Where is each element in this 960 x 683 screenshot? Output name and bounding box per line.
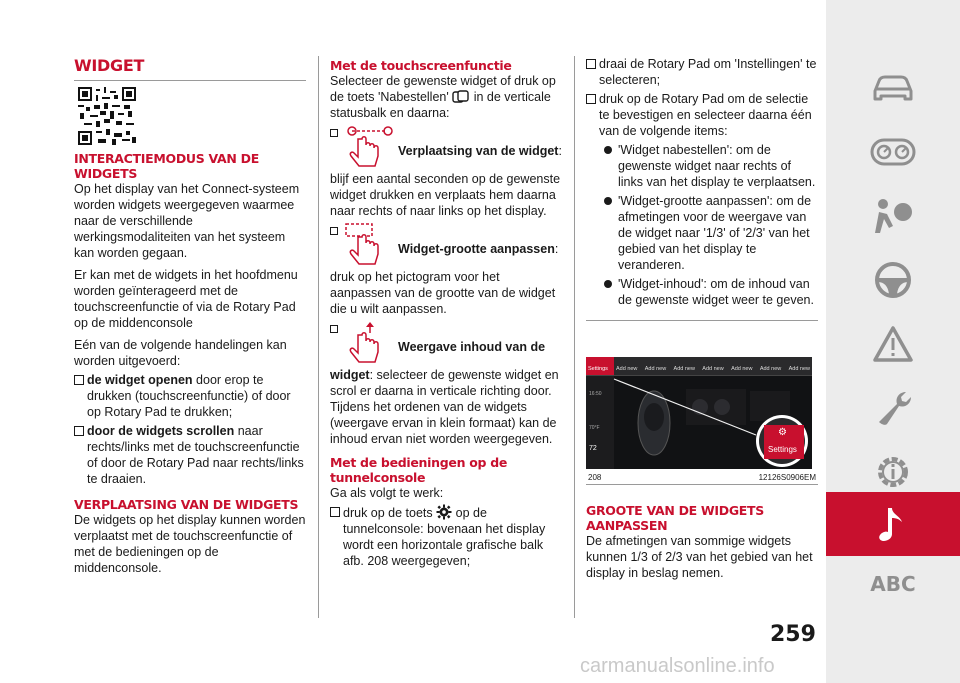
section-heading-interaction: INTERACTIEMODUS VAN DE WIDGETS bbox=[74, 151, 259, 181]
paragraph: Ga als volgt te werk: bbox=[330, 486, 444, 500]
add-new-item: Add new bbox=[702, 366, 724, 372]
paragraph: Op het display van het Connect-systeem worden widgets weergegeven waarmee naar de verschillende werkingsmodaliteiten van het systeem kan worden gegaan. bbox=[74, 182, 300, 260]
section-heading-size: GROOTE VAN DE WIDGETS AANPASSEN bbox=[586, 503, 764, 533]
sidebar-item-airbag[interactable] bbox=[826, 184, 960, 248]
section-heading-moving: VERPLAATSING VAN DE WIDGETS bbox=[74, 497, 299, 512]
wrench-icon bbox=[873, 388, 913, 428]
list-item: druk op de Rotary Pad om de selectie te bevestigen en selecteer daarna één van de volgende items: bbox=[586, 91, 818, 139]
column-divider bbox=[318, 56, 319, 618]
title-divider bbox=[74, 80, 306, 81]
car-icon bbox=[871, 73, 915, 103]
section-heading-touchscreen: Met de touchscreenfunctie bbox=[330, 58, 512, 73]
reorder-icon bbox=[452, 90, 470, 104]
gear-info-icon bbox=[873, 452, 913, 492]
paragraph: : selecteer de gewenste widget en scrol er daarna in verticale richting door. Tijdens het ordenen van de widgets (weergave ervan in klein formaat) kan de inhoud ervan niet worden weergegeven. bbox=[330, 368, 559, 446]
figure-speed: 72 bbox=[589, 445, 597, 452]
watermark: carmanualsonline.info bbox=[580, 655, 775, 677]
paragraph: Er kan met de widgets in het hoofdmenu worden geïnterageerd met de touchscreenfunctie of via de Rotary Pad op de middenconsole bbox=[74, 268, 298, 330]
list-item: draai de Rotary Pad om 'Instellingen' te selecteren; bbox=[586, 56, 818, 88]
paragraph: blijf een aantal seconden op de gewenste widget drukken en verplaats hem daarna naar rechts of naar links op het display. bbox=[330, 172, 561, 218]
paragraph: De widgets op het display kunnen worden verplaatst met de touchscreenfunctie of met de bedieningen op de middenconsole. bbox=[74, 513, 306, 575]
gesture-title: Verplaatsing van de widget bbox=[398, 144, 559, 158]
music-note-icon bbox=[876, 504, 910, 544]
bullet-item: 'Widget nabestellen': om de gewenste widget naar rechts of links van het display te verplaatsen. bbox=[604, 142, 818, 190]
gesture-title-cont: widget bbox=[330, 368, 370, 382]
gesture-resize: Widget-grootte aanpassen: bbox=[330, 223, 562, 269]
section-heading-tunnelconsole: Met de bedieningen op de tunnelconsole bbox=[330, 455, 508, 485]
add-new-item: Add new bbox=[644, 366, 667, 372]
airbag-icon bbox=[871, 196, 915, 236]
column-3 bbox=[586, 56, 818, 581]
add-new-item: Add new bbox=[759, 366, 782, 372]
add-new-item: Add new bbox=[616, 366, 638, 372]
figure-rule bbox=[586, 484, 818, 485]
gesture-move: Verplaatsing van de widget: bbox=[330, 125, 562, 171]
add-new-item: Add new bbox=[731, 366, 753, 372]
figure-number: 208 bbox=[588, 473, 602, 482]
paragraph: Selecteer de gewenste widget of druk op de toets 'Nabestellen' bbox=[330, 74, 556, 104]
sidebar-item-maintenance[interactable] bbox=[826, 376, 960, 440]
gesture-scroll bbox=[330, 321, 562, 367]
bullet-item: 'Widget-inhoud': om de inhoud van de gewenste widget weer te geven. bbox=[604, 276, 818, 308]
figure-code: 12126S0906EM bbox=[758, 473, 816, 482]
index-abc-label: ABC bbox=[870, 572, 916, 596]
sidebar-item-steering[interactable] bbox=[826, 248, 960, 312]
figure-temp: 70°F bbox=[589, 425, 600, 431]
paragraph: druk op het pictogram voor het aanpassen van de grootte van de widget die u wilt aanpassen. bbox=[330, 270, 556, 316]
sidebar-item-index[interactable] bbox=[826, 552, 960, 616]
figure-caption bbox=[586, 473, 818, 482]
paragraph: Eén van de volgende handelingen kan worden uitgevoerd: bbox=[74, 338, 287, 368]
sidebar-item-car[interactable] bbox=[826, 56, 960, 120]
drag-gesture-icon bbox=[344, 125, 394, 171]
steering-wheel-icon bbox=[873, 260, 913, 300]
figure-rule bbox=[586, 320, 818, 321]
page-title: WIDGET bbox=[74, 56, 145, 75]
chapter-sidebar bbox=[826, 0, 960, 683]
sidebar-item-gauges[interactable] bbox=[826, 120, 960, 184]
gesture-title: Widget-grootte aanpassen bbox=[398, 242, 555, 256]
sidebar-item-multimedia[interactable] bbox=[826, 492, 960, 556]
gear-icon bbox=[436, 504, 452, 520]
add-new-item: Add new bbox=[673, 366, 695, 372]
figure-settings-label: Settings bbox=[588, 366, 608, 372]
list-item: druk op de toets op de tunnelconsole: bovenaan het display wordt een horizontale grafische balk afb. 208 weergegeven; bbox=[330, 504, 562, 569]
gauges-icon bbox=[870, 137, 916, 167]
warning-triangle-icon bbox=[872, 325, 914, 363]
bullet-item: 'Widget-grootte aanpassen': om de afmetingen voor de weergave van de widget naar '1/3' of '2/3' van het gebied van het display te veranderen. bbox=[604, 193, 818, 273]
scroll-gesture-icon bbox=[344, 321, 394, 367]
add-new-item: Add new bbox=[788, 366, 810, 372]
page-number: 259 bbox=[770, 622, 816, 647]
figure-time: 16:50 bbox=[589, 391, 602, 397]
qr-code-icon[interactable] bbox=[78, 87, 136, 145]
column-divider bbox=[574, 56, 575, 618]
column-2: Met de touchscreenfunctie Selecteer de gewenste widget of druk op de toets 'Nabestellen' in de verticale statusbalk en daarna: Verplaatsing van de widget: blijf een aantal seconden op de gewenste widget drukken en verplaats hem daarna naar rechts of naar links op het display. Widget-grootte aanpassen: druk op het pictogram voor het aanpassen van de grootte van de widget die u wilt aanpassen. Weergave inhoud van de widget: selecteer de gewenste widget en scrol er daarna in verticale richting door. Tijdens het ordenen van de widgets (weergave ervan in klein formaat) kan de inhoud ervan niet worden weergegeven. Met de bedieningen op de tunnelconsole Ga als volgt te werk: druk op de toets op de tunnelconsole: bovenaan het display wordt een horizontale grafische balk afb. 208 weergegeven; bbox=[330, 58, 562, 568]
figure-callout-gear-icon: ⚙ bbox=[778, 427, 787, 438]
figure-callout-label: Settings bbox=[768, 445, 797, 454]
sidebar-item-warning[interactable] bbox=[826, 312, 960, 376]
add-new-bar bbox=[616, 366, 810, 372]
paragraph: De afmetingen van sommige widgets kunnen 1/3 of 2/3 van het gebied van het display in beslag nemen. bbox=[586, 534, 813, 580]
column-1 bbox=[74, 56, 306, 576]
list-item: door de widgets scrollen naar rechts/links met de touchscreenfunctie of door de Rotary Pad naar rechts/links te draaien. bbox=[74, 423, 306, 487]
resize-gesture-icon bbox=[344, 223, 394, 269]
figure-208-display bbox=[586, 357, 812, 469]
list-item: de widget openen door erop te drukken (touchscreenfunctie) of door op Rotary Pad te drukken; bbox=[74, 372, 306, 420]
gesture-title: Weergave inhoud van de bbox=[398, 340, 546, 354]
